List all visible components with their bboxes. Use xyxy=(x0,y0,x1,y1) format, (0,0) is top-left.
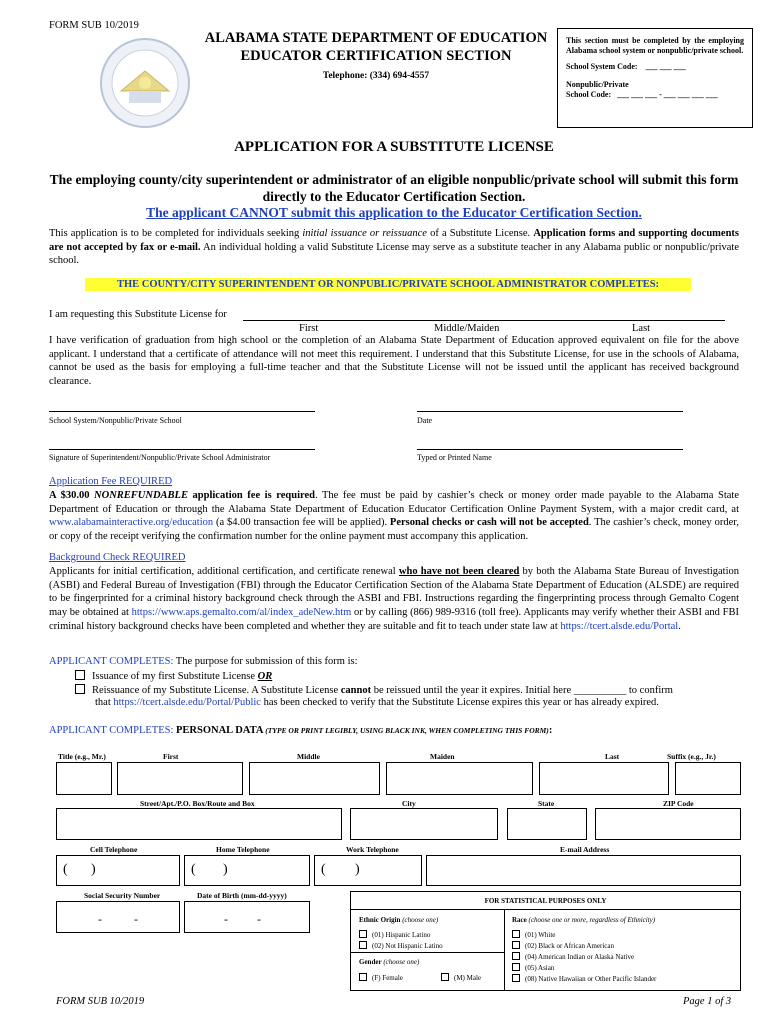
option-reissuance[interactable] xyxy=(75,684,673,696)
statistical-box xyxy=(350,891,741,991)
reissuance-verify-line xyxy=(95,697,659,708)
typed-name-label: Typed or Printed Name xyxy=(417,453,492,462)
typed-name-line[interactable] xyxy=(417,449,683,450)
zip-field[interactable] xyxy=(595,808,741,840)
or-label: OR xyxy=(257,671,273,682)
ethnic-origin-heading xyxy=(359,916,438,924)
dob-dash: - xyxy=(224,912,228,926)
school-code-note: This section must be completed by the employing Alabama school system or nonpublic/private school. xyxy=(566,36,744,55)
race-option[interactable] xyxy=(512,974,656,983)
school-system-code-label: School System Code: xyxy=(566,62,638,71)
area-code-close: ) xyxy=(355,862,360,877)
fee-text: application fee is required xyxy=(187,490,315,501)
school-system-code-field[interactable]: ___ ___ ___ xyxy=(645,62,686,71)
background-paragraph xyxy=(49,565,739,634)
city-label: City xyxy=(402,799,416,808)
title-field[interactable] xyxy=(56,762,112,795)
submission-instructions xyxy=(49,172,739,222)
fee-nonrefundable: NONREFUNDABLE xyxy=(94,490,188,501)
statistical-heading: FOR STATISTICAL PURPOSES ONLY xyxy=(484,897,607,905)
form-code: FORM SUB 10/2019 xyxy=(49,20,139,31)
cannot-label: cannot xyxy=(340,685,372,696)
area-code-close: ) xyxy=(91,862,96,877)
ssn-label: Social Security Number xyxy=(84,891,161,900)
date-line[interactable] xyxy=(417,411,683,412)
colon: : xyxy=(548,725,553,736)
race-option[interactable] xyxy=(512,941,614,950)
race-checkbox[interactable] xyxy=(512,963,520,971)
dob-dash: - xyxy=(257,912,261,926)
school-system-signature-line[interactable] xyxy=(49,411,315,412)
email-field[interactable] xyxy=(426,855,741,886)
gender-label: Gender xyxy=(359,958,382,966)
nonpublic-code-field[interactable]: ___ ___ ___ - ___ ___ ___ ___ xyxy=(617,90,718,99)
gender-heading xyxy=(359,958,419,966)
name-middle-label: Middle/Maiden xyxy=(434,323,500,334)
gender-divider xyxy=(351,952,504,953)
middle-label: Middle xyxy=(297,752,320,761)
city-field[interactable] xyxy=(350,808,498,840)
gender-note: (choose one) xyxy=(381,958,420,966)
school-system-label: School System/Nonpublic/Private School xyxy=(49,416,182,425)
street-field[interactable] xyxy=(56,808,342,840)
personal-data-heading xyxy=(49,725,552,736)
school-code-box xyxy=(557,28,753,128)
first-label: First xyxy=(163,752,179,761)
statistical-column-divider xyxy=(504,909,505,991)
administrator-signature-line[interactable] xyxy=(49,449,315,450)
applicant-completes-label: APPLICANT COMPLETES: xyxy=(49,725,174,736)
suffix-label: Suffix (e.g., Jr.) xyxy=(667,752,716,761)
race-label: Race xyxy=(512,916,527,924)
dob-label: Date of Birth (mm-dd-yyyy) xyxy=(197,891,287,900)
tcert-public-link[interactable]: https://tcert.alsde.edu/Portal/Public xyxy=(113,697,261,708)
fee-text: . The cashier’s check, money order, or copy of the receipt verifying the confirmation number for the online payment must accompany this application. xyxy=(49,517,739,543)
ethnic-option-label: (01) Hispanic Latino xyxy=(372,931,431,939)
ethnic-note: (choose one) xyxy=(400,916,439,924)
background-text: . xyxy=(678,620,681,632)
section-name: EDUCATOR CERTIFICATION SECTION xyxy=(240,48,512,64)
race-option-label: (02) Black or African American xyxy=(525,942,615,950)
option-issuance[interactable] xyxy=(75,670,272,682)
race-checkbox[interactable] xyxy=(512,952,520,960)
nonpublic-label-1: Nonpublic/Private xyxy=(566,80,629,89)
last-label: Last xyxy=(605,752,620,761)
payment-link[interactable]: www.alabamainteractive.org/education xyxy=(49,517,214,529)
initial-here-label: be reissued until the year it expires. Initial here __________ to confirm xyxy=(371,685,673,696)
issuance-label: Issuance of my first Substitute License xyxy=(92,671,258,682)
email-label: E-mail Address xyxy=(560,845,610,854)
race-heading xyxy=(512,916,655,924)
state-seal-logo xyxy=(99,37,191,129)
race-checkbox[interactable] xyxy=(512,930,520,938)
race-option-label: (01) White xyxy=(525,931,556,939)
department-name: ALABAMA STATE DEPARTMENT OF EDUCATION xyxy=(204,30,548,46)
department-heading xyxy=(195,29,557,84)
race-option-label: (08) Native Hawaiian or Other Pacific Islander xyxy=(525,975,657,983)
area-code-open: ( xyxy=(63,862,68,877)
verify-text: has been checked to verify that the Substitute License expires this year or has already expired. xyxy=(260,697,659,708)
intro-text: of a Substitute License. xyxy=(426,228,534,239)
fee-text: (a $4.00 transaction fee will be applied). xyxy=(213,517,390,529)
title-label: Title (e.g., Mr.) xyxy=(58,752,106,761)
gemalto-link[interactable]: https://www.aps.gemalto.com/al/index_adeNew.htm xyxy=(131,607,352,619)
work-phone-field[interactable] xyxy=(314,855,422,886)
intro-bold: Application forms and supporting documents are not accepted by fax or e-mail. xyxy=(49,228,739,253)
race-option-label: (04) American Indian or Alaska Native xyxy=(525,953,635,961)
name-first-label: First xyxy=(299,323,319,334)
applicant-cannot-submit: The applicant CANNOT submit this application to the Educator Certification Section. xyxy=(146,205,642,220)
nonpublic-code-row[interactable] xyxy=(566,90,744,100)
street-label: Street/Apt./P.O. Box/Route and Box xyxy=(140,799,255,808)
zip-label: ZIP Code xyxy=(663,799,694,808)
male-checkbox[interactable] xyxy=(441,973,449,981)
intro-text: This application is to be completed for individuals seeking xyxy=(49,228,303,239)
intro-italic: initial issuance or reissuance xyxy=(302,228,427,239)
ethnic-label: Ethnic Origin xyxy=(359,916,401,924)
school-system-code-row[interactable] xyxy=(566,62,744,72)
area-code-close: ) xyxy=(223,862,228,877)
state-field[interactable] xyxy=(507,808,587,840)
issuance-checkbox[interactable] xyxy=(75,670,85,680)
ssn-dash: - xyxy=(134,912,138,926)
maiden-label: Maiden xyxy=(430,752,455,761)
verify-text: that xyxy=(95,697,114,708)
intro-paragraph xyxy=(49,227,739,268)
race-note: (choose one or more, regardless of Ethnicity) xyxy=(526,916,656,924)
work-label: Work Telephone xyxy=(346,845,399,854)
date-label: Date xyxy=(417,416,433,425)
race-option-label: (05) Asian xyxy=(525,964,555,972)
state-label: State xyxy=(538,799,555,808)
race-option[interactable] xyxy=(512,963,554,972)
page-number: Page 1 of 3 xyxy=(683,996,732,1007)
cell-label: Cell Telephone xyxy=(90,845,138,854)
purpose-line xyxy=(49,656,358,667)
area-code-open: ( xyxy=(321,862,326,877)
fee-paragraph xyxy=(49,489,739,544)
race-option[interactable] xyxy=(512,952,634,961)
last-name-field[interactable] xyxy=(539,762,669,795)
male-label: (M) Male xyxy=(454,974,482,982)
maiden-name-field[interactable] xyxy=(386,762,533,795)
purpose-text: The purpose for submission of this form is: xyxy=(173,656,358,667)
cell-phone-field[interactable] xyxy=(56,855,180,886)
dob-field[interactable] xyxy=(184,901,310,933)
fee-no-checks: Personal checks or cash will not be accepted xyxy=(389,517,589,529)
suffix-field[interactable] xyxy=(675,762,741,795)
ssn-dash: - xyxy=(98,912,102,926)
home-label: Home Telephone xyxy=(216,845,270,854)
applicant-completes-label: APPLICANT COMPLETES: xyxy=(49,656,174,667)
middle-name-field[interactable] xyxy=(249,762,380,795)
ethnic-option[interactable] xyxy=(359,930,430,939)
signature-label: Signature of Superintendent/Nonpublic/Private School Administrator xyxy=(49,453,271,462)
footer-form-code: FORM SUB 10/2019 xyxy=(56,996,145,1007)
personal-data-note: (TYPE OR PRINT LEGIBLY, USING BLACK INK, WHEN COMPLETING THIS FORM) xyxy=(263,726,549,735)
reissuance-label: Reissuance of my Substitute License. A Substitute License xyxy=(92,685,341,696)
statistical-divider xyxy=(351,909,740,910)
verification-statement: I have verification of graduation from high school or the completion of an Alabama State Department of Education approved equivalent on file for the above applicant. I understand that a certificate of attendance will not meet this requirement. I understand that this Substitute License, for use in the schools of Alabama, cannot be used as the basis for employing a full-time teacher and that the Substitute License will not be issued until the applicant has received background clearance. xyxy=(49,335,739,388)
intro-text: An individual holding a valid Substitute License may serve as a substitute teacher in any Alabama public or nonpublic/private school. xyxy=(49,241,739,267)
gender-female-option[interactable] xyxy=(359,973,403,982)
first-name-field[interactable] xyxy=(117,762,243,795)
race-checkbox[interactable] xyxy=(512,974,520,982)
requesting-label: I am requesting this Substitute License for xyxy=(49,309,227,320)
ethnic-checkbox[interactable] xyxy=(359,930,367,938)
background-not-cleared: who have not been cleared xyxy=(398,566,520,577)
background-text: or by calling (866) 989-9316 (toll free). Applicants may verify whether their ASBI and FBI criminal history background checks have been completed and whether they are suitable and fit to teach under state law at xyxy=(49,607,739,632)
background-text: by both the Alabama State Bureau of Investigation (ASBI) and Federal Bureau of Investigation (FBI) through the Educator Certification Section of the Alabama State Department of Education (ALSDE) are required to be fingerprinted for a criminal history background check through the ASBI and FBI. Instructions regarding the fingerprinting process through Gemalto Cogent may be obtained at xyxy=(49,566,740,619)
telephone: Telephone: (334) 694-4557 xyxy=(322,71,430,81)
tcert-portal-link[interactable]: https://tcert.alsde.edu/Portal xyxy=(560,620,679,632)
race-checkbox[interactable] xyxy=(512,941,520,949)
name-last-label: Last xyxy=(632,323,651,334)
applicant-name-line[interactable] xyxy=(243,320,725,321)
area-code-open: ( xyxy=(191,862,196,877)
ethnic-option[interactable] xyxy=(359,941,443,950)
background-heading: Background Check REQUIRED xyxy=(49,552,186,563)
submission-bold-line: The employing county/city superintendent or administrator of an eligible nonpublic/private school will submit this form directly to the Educator Certification Section. xyxy=(49,172,739,204)
home-phone-field[interactable] xyxy=(184,855,310,886)
race-option[interactable] xyxy=(512,930,555,939)
ethnic-checkbox[interactable] xyxy=(359,941,367,949)
background-text: Applicants for initial certification, additional certification, and certificate renewal xyxy=(49,566,399,577)
ethnic-option-label: (02) Not Hispanic Latino xyxy=(372,942,443,950)
gender-male-option[interactable] xyxy=(441,973,481,982)
female-label: (F) Female xyxy=(372,974,403,982)
fee-text: . The fee must be paid by cashier’s check or money order made payable to the Alabama State Department of Education or through the Alabama State Department of Education Educator Certification Online Payment System, with a major credit card, at xyxy=(49,490,739,515)
reissuance-checkbox[interactable] xyxy=(75,684,85,694)
fee-text: A $30.00 xyxy=(49,490,95,501)
ssn-field[interactable] xyxy=(56,901,180,933)
nonpublic-label-2: School Code: xyxy=(566,90,612,99)
female-checkbox[interactable] xyxy=(359,973,367,981)
admin-section-heading: THE COUNTY/CITY SUPERINTENDENT OR NONPUBLIC/PRIVATE SCHOOL ADMINISTRATOR COMPLETES: xyxy=(85,278,691,291)
fee-heading: Application Fee REQUIRED xyxy=(49,476,173,487)
page-title: APPLICATION FOR A SUBSTITUTE LICENSE xyxy=(234,139,554,155)
personal-data-title: PERSONAL DATA xyxy=(173,725,264,736)
